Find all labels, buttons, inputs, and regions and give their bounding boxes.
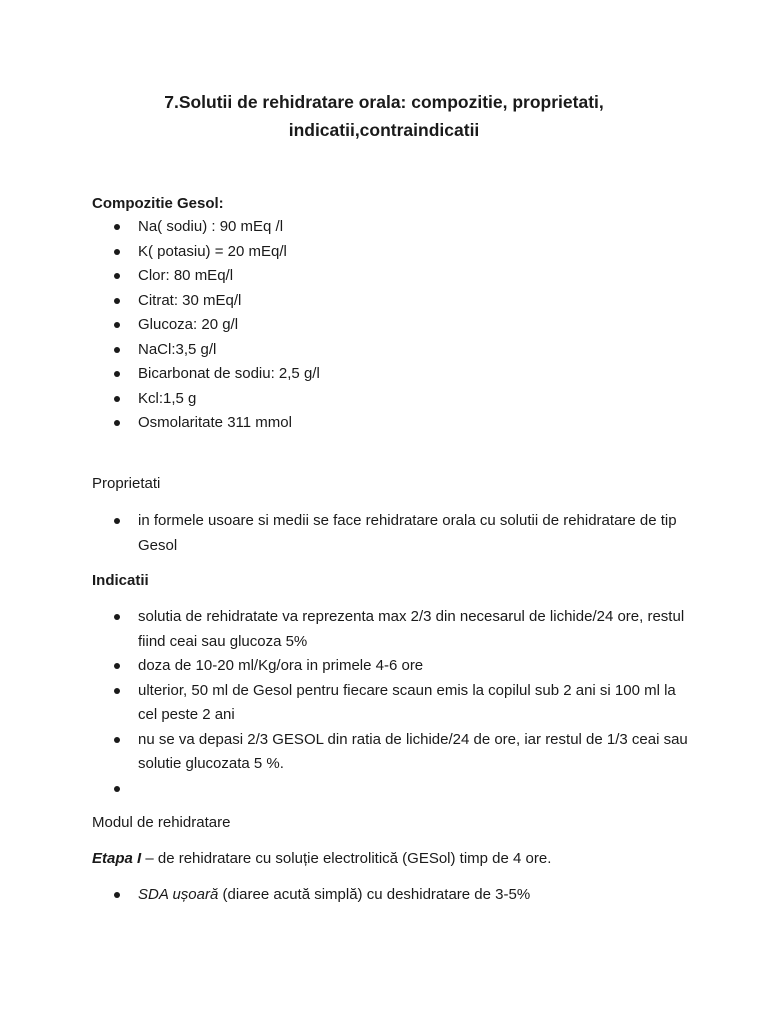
- proprietati-heading: Proprietati: [92, 475, 161, 492]
- list-item: [110, 777, 690, 802]
- list-item: Osmolaritate 311 mmol: [110, 411, 690, 436]
- list-item: doza de 10-20 ml/Kg/ora in primele 4-6 ore: [110, 654, 690, 679]
- proprietati-list: [110, 509, 690, 558]
- sda-text: (diaree acută simplă) cu deshidratare de 3-5%: [218, 886, 531, 903]
- list-item: NaCl:3,5 g/l: [110, 338, 690, 363]
- list-item: nu se va depasi 2/3 GESOL din ratia de lichide/24 de ore, iar restul de 1/3 ceai sau solutie glucozata 5 %.: [110, 728, 690, 777]
- list-item: K( potasiu) = 20 mEq/l: [110, 240, 690, 265]
- indicatii-heading: Indicatii: [92, 572, 149, 589]
- list-item: in formele usoare si medii se face rehidratare orala cu solutii de rehidratare de tip Gesol: [110, 509, 690, 558]
- indicatii-list: [110, 605, 690, 801]
- list-item: solutia de rehidratate va reprezenta max 2/3 din necesarul de lichide/24 ore, restul fiind ceai sau glucoza 5%: [110, 605, 690, 654]
- title-line-2: indicatii,contraindicatii: [288, 120, 480, 140]
- title-line-1: 7.Solutii de rehidratare orala: compozitie, proprietati,: [164, 92, 604, 112]
- list-item: Clor: 80 mEq/l: [110, 264, 690, 289]
- sda-label: SDA ușoară: [138, 886, 219, 903]
- modul-list: [110, 883, 690, 908]
- list-item: [110, 883, 690, 908]
- etapa-paragraph: [92, 849, 692, 869]
- list-item: ulterior, 50 ml de Gesol pentru fiecare scaun emis la copilul sub 2 ani si 100 ml la cel peste 2 ani: [110, 679, 690, 728]
- compozitie-list: [110, 215, 690, 436]
- etapa-label: Etapa I: [92, 850, 142, 867]
- list-item: Citrat: 30 mEq/l: [110, 289, 690, 314]
- compozitie-heading: Compozitie Gesol:: [92, 195, 224, 212]
- list-item: Na( sodiu) : 90 mEq /l: [110, 215, 690, 240]
- etapa-text: – de rehidratare cu soluție electrolitică (GESol) timp de 4 ore.: [141, 850, 552, 867]
- list-item: Bicarbonat de sodiu: 2,5 g/l: [110, 362, 690, 387]
- page-title: [80, 88, 688, 144]
- list-item: Kcl:1,5 g: [110, 387, 690, 412]
- modul-heading: Modul de rehidratare: [92, 814, 231, 831]
- list-item: Glucoza: 20 g/l: [110, 313, 690, 338]
